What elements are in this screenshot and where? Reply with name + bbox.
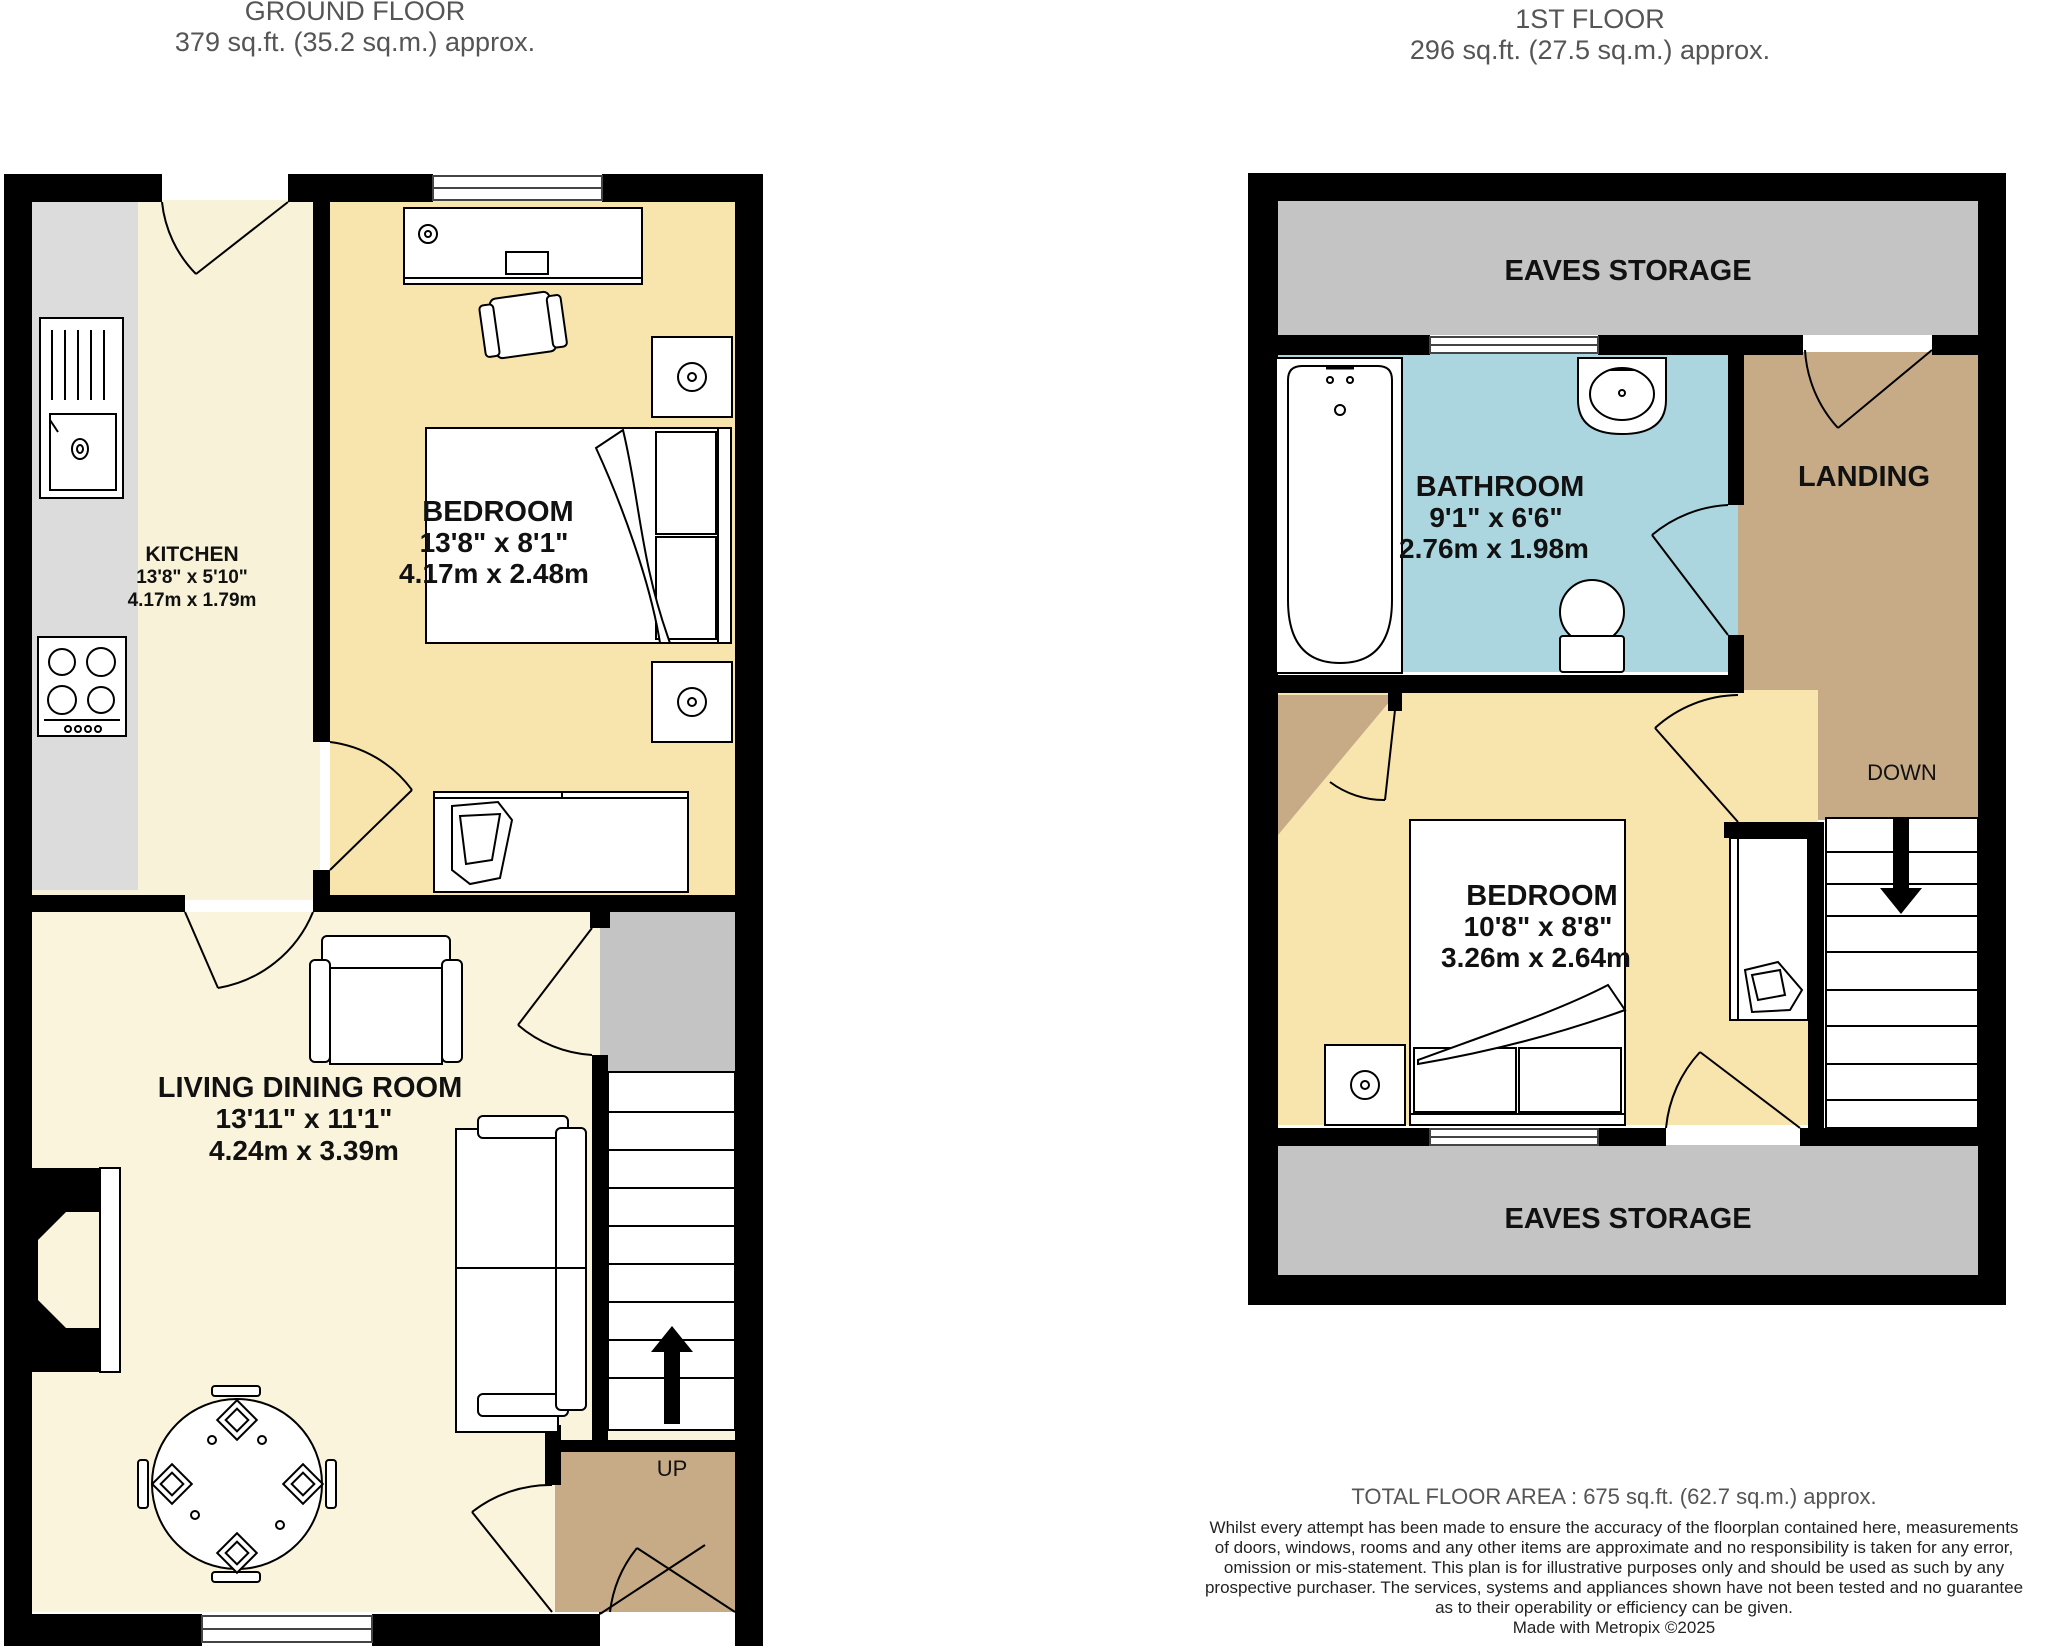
window xyxy=(1430,337,1598,353)
outer-wall xyxy=(4,1614,202,1646)
interior-wall xyxy=(1598,335,1803,355)
outer-wall xyxy=(735,174,763,1646)
bedroom-1f-label: BEDROOM xyxy=(1466,880,1618,912)
interior-wall xyxy=(1800,1128,1978,1146)
desk-chair xyxy=(479,291,567,359)
understairs-cupboard xyxy=(600,912,735,1072)
bathroom-metric: 2.76m x 1.98m xyxy=(1399,533,1589,564)
toilet xyxy=(1560,580,1624,672)
outer-wall xyxy=(1248,1275,2006,1305)
outer-wall xyxy=(4,174,162,202)
living-metric: 4.24m x 3.39m xyxy=(209,1135,399,1166)
outer-wall xyxy=(1248,173,2006,201)
interior-wall xyxy=(313,895,735,912)
bedside-table xyxy=(1325,1045,1405,1125)
stairs-up xyxy=(608,1072,735,1430)
outer-wall xyxy=(288,174,433,202)
interior-wall xyxy=(1808,822,1824,1142)
sofa xyxy=(456,1116,586,1432)
hall-floor xyxy=(555,1440,735,1612)
stairs-down-label: DOWN xyxy=(1867,760,1937,785)
disclaimer-line: of doors, windows, rooms and any other items are approximate and no responsibility is taken for any error, xyxy=(1214,1538,2014,1557)
outer-wall xyxy=(1248,173,1278,1305)
bedroom-1f-metric: 3.26m x 2.64m xyxy=(1441,942,1631,973)
wardrobe xyxy=(1730,838,1808,1020)
first-floor-plan xyxy=(1248,173,2006,1305)
stairs-up-label: UP xyxy=(656,1456,688,1481)
interior-wall xyxy=(1278,1128,1430,1146)
landing-label: LANDING xyxy=(1797,461,1931,493)
washbasin xyxy=(1578,358,1666,434)
kitchen-imperial: 13'8" x 5'10" xyxy=(136,567,248,588)
first-floor-title: 1ST FLOOR xyxy=(1515,4,1665,34)
eaves-bottom-label: EAVES STORAGE xyxy=(1504,1203,1752,1235)
interior-wall xyxy=(313,174,330,742)
ground-floor-plan xyxy=(4,174,763,1646)
ground-floor-title: GROUND FLOOR xyxy=(244,0,466,26)
interior-wall xyxy=(1728,335,1744,505)
outer-wall xyxy=(1978,173,2006,1305)
window xyxy=(202,1616,372,1642)
kitchen-metric: 4.17m x 1.79m xyxy=(127,590,257,611)
first-floor-area: 296 sq.ft. (27.5 sq.m.) approx. xyxy=(1409,35,1771,65)
interior-wall xyxy=(590,912,610,928)
eaves-top-label: EAVES STORAGE xyxy=(1504,255,1752,287)
interior-wall xyxy=(1388,693,1402,711)
interior-wall xyxy=(1932,335,1978,355)
bedroom-metric: 4.17m x 2.48m xyxy=(399,558,589,589)
kitchen-label: KITCHEN xyxy=(145,543,239,566)
total-floor-area: TOTAL FLOOR AREA : 675 sq.ft. (62.7 sq.m.) approx. xyxy=(1351,1484,1877,1509)
living-imperial: 13'11" x 11'1" xyxy=(215,1103,393,1134)
interior-wall xyxy=(30,895,185,912)
interior-wall xyxy=(545,1440,735,1452)
bedside-table xyxy=(652,662,732,742)
disclaimer-line: prospective purchaser. The services, systems and appliances shown have not been tested and no guarantee xyxy=(1204,1578,2024,1597)
interior-wall xyxy=(545,1425,561,1485)
living-label: LIVING DINING ROOM xyxy=(157,1072,463,1104)
outer-wall xyxy=(602,174,763,202)
armchair xyxy=(310,936,462,1064)
interior-wall xyxy=(1598,1128,1666,1146)
interior-wall xyxy=(1278,335,1430,355)
stairs-down xyxy=(1826,818,1978,1128)
desk xyxy=(404,208,642,284)
bedroom-1f-imperial: 10'8" x 8'8" xyxy=(1463,911,1613,942)
bathtub xyxy=(1276,358,1402,673)
bedroom-imperial: 13'8" x 8'1" xyxy=(419,527,569,558)
disclaimer-line: omission or mis-statement. This plan is for illustrative purposes only and should be used as such by any xyxy=(1223,1558,2005,1577)
window xyxy=(1430,1129,1598,1145)
bedroom-label: BEDROOM xyxy=(422,496,574,528)
footer xyxy=(1180,1484,2048,1638)
outer-wall xyxy=(4,174,32,1646)
ground-floor-area: 379 sq.ft. (35.2 sq.m.) approx. xyxy=(174,27,536,57)
kitchen-sink xyxy=(40,318,123,498)
bathroom-label: BATHROOM xyxy=(1415,471,1585,503)
hob xyxy=(38,637,126,736)
made-with-credit: Made with Metropix ©2025 xyxy=(1512,1618,1716,1637)
window xyxy=(433,176,602,200)
bedside-table xyxy=(652,337,732,417)
disclaimer-line: Whilst every attempt has been made to ensure the accuracy of the floorplan contained here, measurements xyxy=(1209,1518,2019,1537)
bathroom-imperial: 9'1" x 6'6" xyxy=(1429,502,1563,533)
kitchen-worktop xyxy=(30,200,138,890)
interior-wall xyxy=(592,1055,608,1443)
interior-wall xyxy=(1278,675,1744,693)
disclaimer-line: as to their operability or efficiency can be given. xyxy=(1435,1598,1793,1617)
outer-wall xyxy=(372,1614,600,1646)
wardrobe xyxy=(434,792,688,892)
